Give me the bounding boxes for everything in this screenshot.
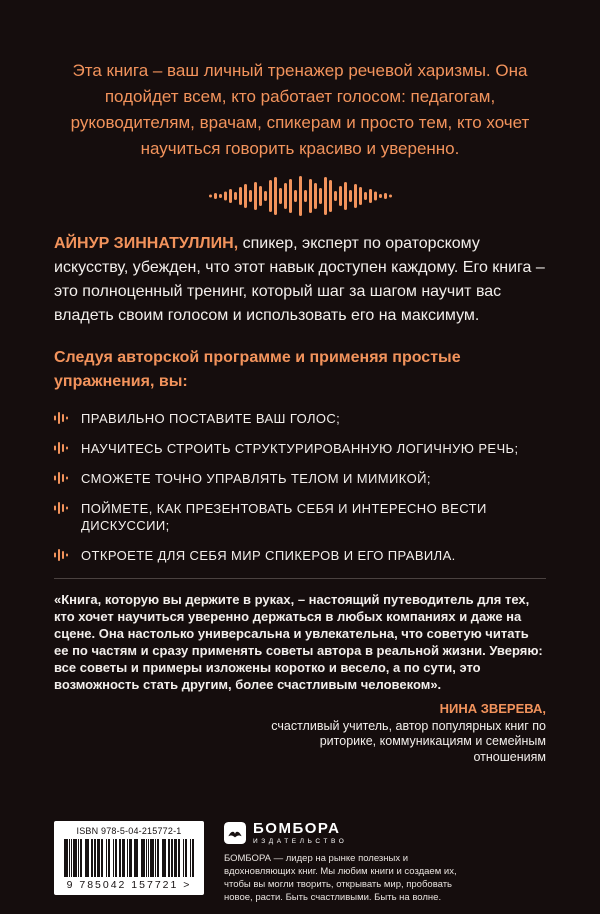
publisher-wordmark [253, 821, 347, 845]
waveform-bullet-icon [54, 471, 68, 485]
reviewer-block [256, 701, 546, 765]
waveform-bullet-icon [54, 548, 68, 562]
list-item [54, 440, 546, 457]
footer [54, 821, 546, 904]
author-paragraph [54, 232, 546, 328]
soundwave-icon [54, 176, 546, 216]
list-item-text: ОТКРОЕТЕ ДЛЯ СЕБЯ МИР СПИКЕРОВ И ЕГО ПРАВИЛА. [81, 548, 456, 563]
list-item-text: НАУЧИТЕСЬ СТРОИТЬ СТРУКТУРИРОВАННУЮ ЛОГИЧНУЮ РЕЧЬ; [81, 441, 519, 456]
isbn-label: ISBN 978-5-04-215772-1 [76, 826, 182, 836]
program-heading: Следуя авторской программе и применяя простые упражнения, вы: [54, 349, 461, 390]
publisher-block [224, 821, 474, 904]
review-quote: «Книга, которую вы держите в руках, – настоящий путеводитель для тех, кто хочет научиться уверенно держаться в любых компаниях и даже на сцене. Она настолько универсальна и увлекательна, что советую читать ее по частям и сразу применять советы автора в реальной жизни. Уверяю: все советы и примеры изложены коротко и весело, а по сути, это возможность стать другим, более счастливым человеком». [54, 592, 543, 692]
publisher-subtitle: ИЗДАТЕЛЬСТВО [253, 838, 348, 845]
intro-paragraph: Эта книга – ваш личный тренажер речевой харизмы. Она подойдет всем, кто работает голосом: педагогам, руководителям, врачам, спикерам и просто тем, кто хочет научиться говорить красиво и уверенно. [70, 61, 530, 158]
bombora-logo-icon [224, 822, 246, 844]
divider [54, 578, 546, 579]
list-item [54, 500, 546, 534]
barcode-number: 9 785042 157721 > [66, 879, 192, 891]
list-item [54, 547, 546, 564]
author-description: спикер, эксперт по ораторскому искусству, убежден, что этот навык доступен каждому. Его книга – это полноценный тренинг, который шаг за шагом научит вас владеть своим голосом и использовать его на максимум. [54, 235, 545, 324]
list-item [54, 410, 546, 427]
list-item-text: СМОЖЕТЕ ТОЧНО УПРАВЛЯТЬ ТЕЛОМ И МИМИКОЙ; [81, 471, 431, 486]
reviewer-name: НИНА ЗВЕРЕВА, [439, 701, 546, 716]
reviewer-title: счастливый учитель, автор популярных книг по риторике, коммуникациям и семейным отношениям [271, 718, 546, 764]
barcode-block [54, 821, 204, 895]
waveform-bullet-icon [54, 441, 68, 455]
barcode-icon [64, 839, 194, 877]
list-item [54, 470, 546, 487]
waveform-bullet-icon [54, 501, 68, 515]
publisher-logo [224, 821, 474, 845]
benefits-list [54, 410, 546, 564]
author-name: АЙНУР ЗИННАТУЛЛИН, [54, 235, 239, 252]
publisher-blurb: БОМБОРА — лидер на рынке полезных и вдохновляющих книг. Мы любим книги и создаем их, чтобы вы могли творить, открывать мир, пробовать новое, расти. Быть счастливыми. Быть на волне. [224, 853, 457, 903]
list-item-text: ПОЙМЕТЕ, КАК ПРЕЗЕНТОВАТЬ СЕБЯ И ИНТЕРЕСНО ВЕСТИ ДИСКУССИИ; [81, 501, 487, 533]
waveform-bullet-icon [54, 411, 68, 425]
list-item-text: ПРАВИЛЬНО ПОСТАВИТЕ ВАШ ГОЛОС; [81, 411, 341, 426]
publisher-name: БОМБОРА [253, 820, 341, 837]
